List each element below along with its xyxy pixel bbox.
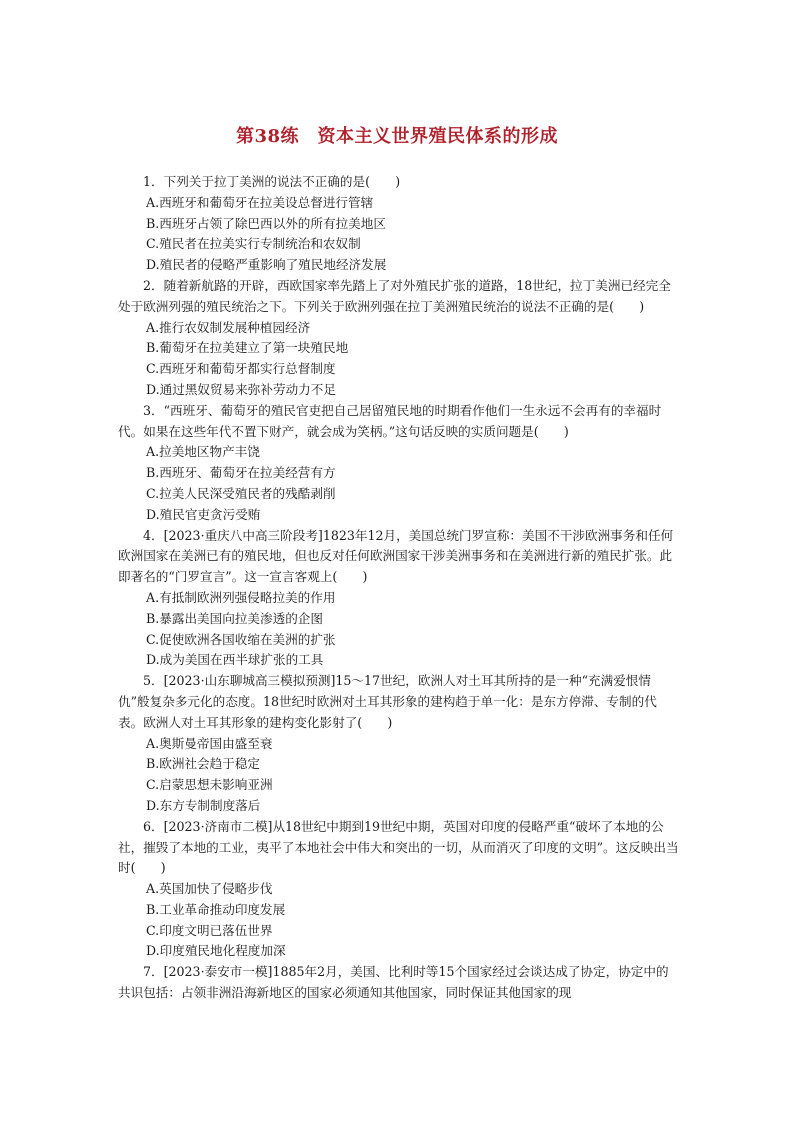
option-c: C.促使欧洲各国收缩在美洲的扩张 [146, 631, 336, 647]
option-a: A.拉美地区物产丰饶 [146, 444, 260, 460]
question-stem: 1．下列关于拉丁美洲的说法不正确的是( ) [143, 174, 401, 189]
option-b: B.西班牙、葡萄牙在拉美经营有方 [146, 465, 336, 481]
question-4 [118, 526, 680, 672]
question-6 [118, 817, 680, 963]
option-c: C.殖民者在拉美实行专制统治和农奴制 [146, 236, 361, 252]
option-b: B.葡萄牙在拉美建立了第一块殖民地 [146, 340, 349, 356]
option-c: C.西班牙和葡萄牙都实行总督制度 [146, 361, 336, 377]
question-2 [118, 276, 680, 401]
option-d: D.殖民者的侵略严重影响了殖民地经济发展 [146, 257, 387, 273]
option-c: C.拉美人民深受殖民者的残酷剥削 [146, 485, 336, 501]
option-a: A.英国加快了侵略步伐 [146, 881, 273, 897]
option-d: D.东方专制制度落后 [146, 797, 261, 813]
page-title: 第38练 资本主义世界殖民体系的形成 [235, 126, 559, 147]
question-stem: 5．[2023·山东聊城高三模拟预测]15～17世纪，欧洲人对土耳其所持的是一种“充满爱恨情仇”般复杂多元化的态度。18世纪时欧洲对土耳其形象的建构趋于单一化：是东方停滞、专制的代表。欧洲人对土耳其形象的建构变化影射了( ) [118, 673, 657, 730]
question-stem: 2．随着新航路的开辟，西欧国家率先踏上了对外殖民扩张的道路，18世纪，拉丁美洲已经完全处于欧洲列强的殖民统治之下。下列关于欧洲列强在拉丁美洲殖民统治的说法不正确的是( ) [118, 277, 671, 314]
option-d: D.成为美国在西半球扩张的工具 [146, 652, 324, 668]
question-stem: 7．[2023·泰安市一模]1885年2月，美国、比利时等15个国家经过会谈达成了协定，协定中的共识包括：占领非洲沿海新地区的国家必须通知其他国家，同时保证其他国家的现 [118, 964, 669, 1001]
question-7 [118, 962, 680, 1004]
option-b: B.工业革命推动印度发展 [146, 901, 286, 917]
option-a: A.奥斯曼帝国由盛至衰 [146, 735, 273, 751]
option-d: D.通过黑奴贸易来弥补劳动力不足 [146, 381, 336, 397]
question-stem: 6．[2023·济南市二模]从18世纪中期到19世纪中期，英国对印度的侵略严重“破坏了本地的公社，摧毁了本地的工业，夷平了本地社会中伟大和突出的一切，从而消灭了印度的文明”。这反映出当时( ) [118, 818, 679, 876]
option-a: A.推行农奴制发展种植园经济 [146, 319, 311, 335]
question-1 [118, 172, 680, 276]
option-a: A.西班牙和葡萄牙在拉美设总督进行管辖 [146, 194, 374, 210]
question-3 [118, 401, 680, 526]
option-b: B.暴露出美国向拉美渗透的企图 [146, 610, 323, 626]
question-stem: 4．[2023·重庆八中高三阶段考]1823年12月，美国总统门罗宣称：美国不干涉欧洲事务和任何欧洲国家在美洲已有的殖民地，但也反对任何欧洲国家干涉美洲事务和在美洲进行新的殖民扩张。此即著名的“门罗宣言”。这一宣言客观上( ) [118, 527, 674, 585]
option-d: D.印度殖民地化程度加深 [146, 943, 286, 959]
question-list [118, 172, 680, 1004]
question-5 [118, 671, 680, 817]
option-d: D.殖民官吏贪污受贿 [146, 506, 261, 522]
option-c: C.启蒙思想未影响亚洲 [146, 777, 273, 793]
question-stem: 3．“西班牙、葡萄牙的殖民官吏把自己居留殖民地的时期看作他们一生永远不会再有的幸福时代。如果在这些年代不置下财产，就会成为笑柄。”这句话反映的实质问题是( ) [118, 402, 662, 439]
option-b: B.西班牙占领了除巴西以外的所有拉美地区 [146, 215, 386, 231]
option-c: C.印度文明已落伍世界 [146, 922, 273, 938]
option-b: B.欧洲社会趋于稳定 [146, 756, 261, 772]
option-a: A.有抵制欧洲列强侵略拉美的作用 [146, 589, 336, 605]
